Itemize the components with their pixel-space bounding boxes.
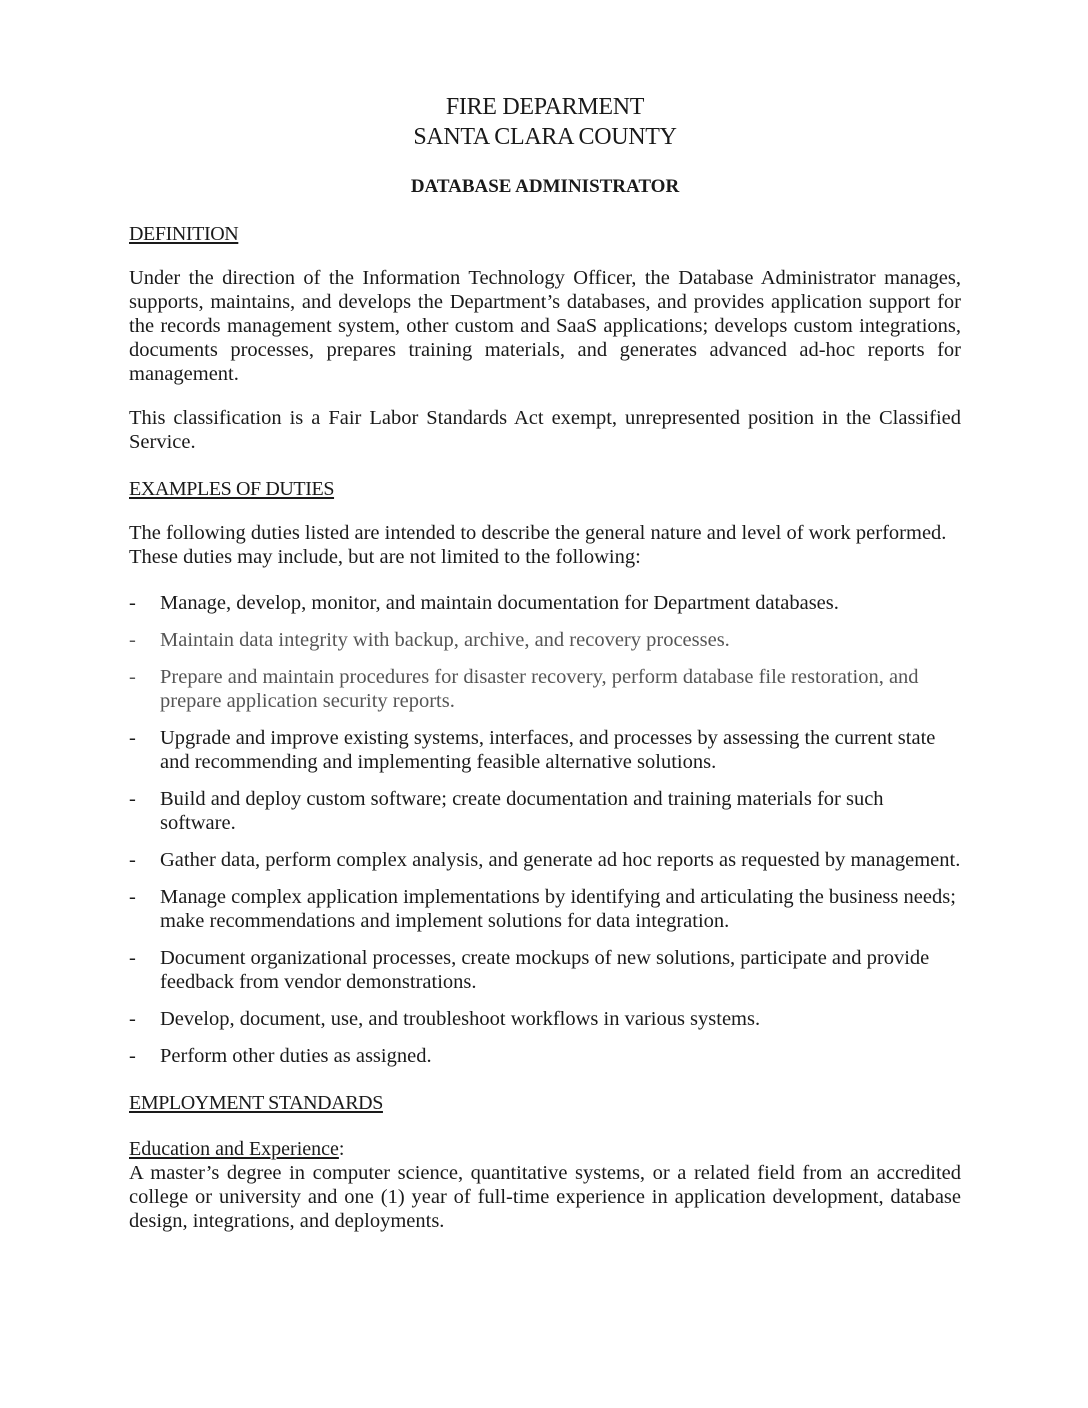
duty-text: Perform other duties as assigned. <box>160 1045 432 1067</box>
definition-heading: DEFINITION <box>129 223 239 245</box>
duty-text: Manage, develop, monitor, and maintain documentation for Department databases. <box>160 592 839 614</box>
employment-standards-heading: EMPLOYMENT STANDARDS <box>129 1092 383 1114</box>
duty-item <box>129 885 961 933</box>
bullet-dash: - <box>129 592 136 614</box>
duty-item <box>129 628 961 652</box>
bullet-dash: - <box>129 727 136 749</box>
duty-text: Build and deploy custom software; create documentation and training materials for such software. <box>160 788 884 834</box>
duty-item <box>129 1044 961 1068</box>
duty-text: Document organizational processes, create mockups of new solutions, participate and provide feedback from vendor demonstrations. <box>160 947 930 993</box>
duty-item <box>129 946 961 994</box>
document-page <box>129 92 961 1233</box>
education-heading-colon: : <box>338 1138 345 1160</box>
duty-text: Upgrade and improve existing systems, interfaces, and processes by assessing the current state and recommending and implementing feasible alternative solutions. <box>160 727 936 773</box>
duty-item <box>129 726 961 774</box>
education-heading-text: Education and Experience <box>129 1138 339 1160</box>
education-paragraph: A master’s degree in computer science, quantitative systems, or a related field from an accredited college or university and one (1) year of full-time experience in application development, database design, integrations, and deployments. <box>129 1162 961 1232</box>
duties-list <box>129 591 961 1068</box>
duty-item <box>129 787 961 835</box>
duty-item <box>129 665 961 713</box>
org-name-line2: SANTA CLARA COUNTY <box>413 124 677 150</box>
org-name-line1: FIRE DEPARMENT <box>445 94 645 120</box>
education-experience-heading <box>129 1137 961 1161</box>
duty-item <box>129 591 961 615</box>
duty-text: Manage complex application implementations by identifying and articulating the business needs; make recommendations and implement solutions for data integration. <box>160 886 956 932</box>
duties-heading: EXAMPLES OF DUTIES <box>129 478 335 500</box>
job-title: DATABASE ADMINISTRATOR <box>410 176 680 197</box>
duty-item <box>129 848 961 872</box>
bullet-dash: - <box>129 886 136 908</box>
duties-intro: The following duties listed are intended to describe the general nature and level of work performed. These duties may include, but are not limited to the following: <box>129 522 947 568</box>
bullet-dash: - <box>129 666 136 688</box>
duty-item <box>129 1007 961 1031</box>
bullet-dash: - <box>129 1008 136 1030</box>
bullet-dash: - <box>129 947 136 969</box>
bullet-dash: - <box>129 849 136 871</box>
bullet-dash: - <box>129 788 136 810</box>
duty-text: Maintain data integrity with backup, archive, and recovery processes. <box>160 629 730 651</box>
classification-paragraph: This classification is a Fair Labor Standards Act exempt, unrepresented position in the Classified Service. <box>129 407 961 453</box>
duty-text: Gather data, perform complex analysis, and generate ad hoc reports as requested by management. <box>160 849 961 871</box>
definition-paragraph: Under the direction of the Information Technology Officer, the Database Administrator manages, supports, maintains, and develops the Department’s databases, and provides application support for the records management system, other custom and SaaS applications; develops custom integrations, documents processes, prepares training materials, and generates advanced ad-hoc reports for management. <box>129 267 961 385</box>
bullet-dash: - <box>129 629 136 651</box>
duty-text: Prepare and maintain procedures for disaster recovery, perform database file restoration, and prepare application security reports. <box>160 666 919 712</box>
duty-text: Develop, document, use, and troubleshoot workflows in various systems. <box>160 1008 761 1030</box>
bullet-dash: - <box>129 1045 136 1067</box>
